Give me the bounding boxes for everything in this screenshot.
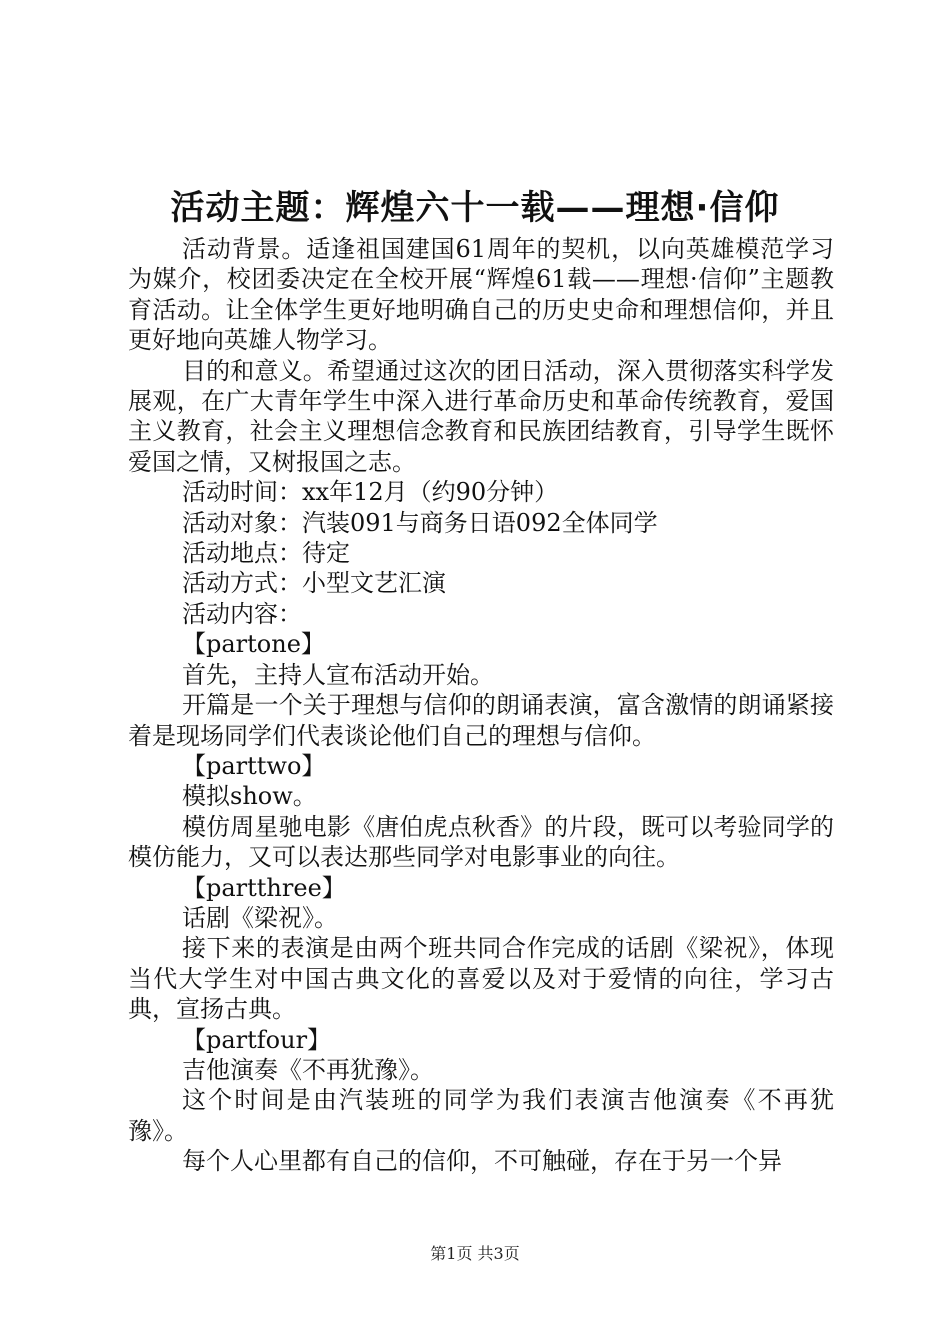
paragraph-purpose: 目的和意义。希望通过这次的团日活动，深入贯彻落实科学发展观，在广大青年学生中深入进行革命历史和革命传统教育，爱国主义教育，社会主义理想信念教育和民族团结教育，引导学生既怀爱国之情，又树报国之志。 (128, 356, 834, 476)
paragraph-part-three-detail: 接下来的表演是由两个班共同合作完成的话剧《梁祝》，体现当代大学生对中国古典文化的喜爱以及对于爱情的向往，学习古典，宣扬古典。 (128, 934, 834, 1024)
paragraph-audience: 活动对象：汽装091与商务日语092全体同学 (182, 508, 658, 537)
section-heading-part-one: 【partone】 (182, 630, 325, 659)
section-heading-part-three: 【partthree】 (182, 873, 346, 902)
document-body (128, 234, 834, 1177)
document-title: 活动主题：辉煌六十一载——理想·信仰 (170, 188, 780, 228)
paragraph-location: 活动地点：待定 (182, 539, 350, 568)
paragraph-format: 活动方式：小型文艺汇演 (182, 569, 446, 598)
paragraph-content-heading: 活动内容： (182, 599, 302, 628)
paragraph-part-one-recitation: 开篇是一个关于理想与信仰的朗诵表演，富含激情的朗诵紧接着是现场同学们代表谈论他们自己的理想与信仰。 (128, 691, 834, 750)
paragraph-time: 活动时间：xx年12月（约90分钟） (182, 478, 559, 507)
paragraph-part-three-drama: 话剧《梁祝》。 (182, 903, 338, 932)
section-heading-part-four: 【partfour】 (182, 1025, 332, 1054)
paragraph-part-four-detail: 这个时间是由汽装班的同学为我们表演吉他演奏《不再犹豫》。 (128, 1086, 834, 1145)
page-number-footer: 第1页 共3页 (430, 1244, 520, 1263)
section-heading-part-two: 【parttwo】 (182, 751, 326, 780)
paragraph-part-two-show: 模拟show。 (182, 782, 317, 811)
paragraph-belief: 每个人心里都有自己的信仰，不可触碰，存在于另一个异 (182, 1147, 782, 1176)
paragraph-part-four-guitar: 吉他演奏《不再犹豫》。 (182, 1055, 434, 1084)
paragraph-part-one-opening: 首先，主持人宣布活动开始。 (182, 660, 494, 689)
paragraph-background: 活动背景。适逢祖国建国61周年的契机，以向英雄模范学习为媒介，校团委决定在全校开展“辉煌61载——理想·信仰”主题教育活动。让全体学生更好地明确自己的历史史命和理想信仰，并且更好地向英雄人物学习。 (128, 235, 834, 355)
paragraph-part-two-detail: 模仿周星驰电影《唐伯虎点秋香》的片段，既可以考验同学的模仿能力，又可以表达那些同学对电影事业的向往。 (128, 812, 834, 872)
